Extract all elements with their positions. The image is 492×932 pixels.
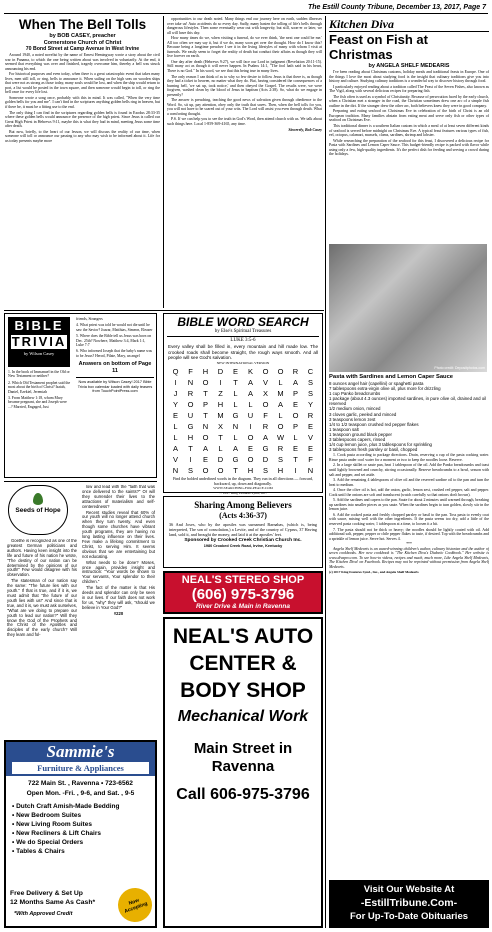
grid-letter: L xyxy=(278,377,283,387)
kitchen-diva-byline: by ANGELA SHELF MEDEARIS xyxy=(368,63,450,69)
grid-letter: S xyxy=(262,465,268,475)
auto-line3: BODY SHOP xyxy=(180,679,306,702)
list-item-label: New Living Room Suites xyxy=(16,821,92,828)
ingredient: 1 teaspoon salt xyxy=(329,426,359,432)
grid-letter: D xyxy=(217,366,224,376)
grid-letter: O xyxy=(247,454,254,464)
grid-letter: I xyxy=(249,421,252,431)
list-item-label: New Recliners & Lift Chairs xyxy=(16,830,101,837)
grid-letter: A xyxy=(247,388,253,398)
trivia-question: 5. Where does the Bible tell us Jesus was born on Dec. 25th? Nowhere, Matthew 3:4, Mark 1:1, Luke 7:7 xyxy=(76,334,152,348)
trivia-questions-left xyxy=(8,370,72,474)
grid-letter: U xyxy=(247,410,254,420)
word-search-instructions: Find the bolded underlined words in the diagram. They run in all directions — forward, backward, up, down and diagonally. xyxy=(172,475,314,486)
grid-letter: O xyxy=(262,366,269,376)
grid-letter: O xyxy=(247,432,254,442)
ingredient: 3 tablespoons capers, rinsed xyxy=(329,437,386,443)
paragraph: Around 1940, a noted novelist by the name of Ernest Hemingway wrote a story about the civil war in Panama, to which the one being written about was involved in voluntarily. At the end, it seemed that everything was over and finished, tragedy overcame him, thereby a bell was struck announcing his end. xyxy=(5,53,160,71)
sharing-title: Sharing Among Believers xyxy=(194,500,292,510)
grid-letter: E xyxy=(307,443,313,453)
seeds-title: Seeds of Hope xyxy=(15,507,61,514)
grid-row xyxy=(168,377,318,388)
grid-letter: M xyxy=(277,388,284,398)
grid-letter: A xyxy=(292,377,298,387)
recipe-step: 2. In a large skillet or saute pan, heat 1 tablespoon of the oil. Add the Panko breadcrumbs and toast until lightly browned and crunchy, stirring occasionally. Reserve breadcrumbs to a bowl, season with salt and pepper, and set aside. xyxy=(329,463,489,477)
recipe-step: 4. Once the olive oil is hot, add the onion, garlic, lemon zest, crushed red pepper, salt and pepper. Cook until the onions are soft and translucent (watch carefully so that onions don't brown). xyxy=(329,488,489,497)
grid-letter: L xyxy=(248,399,253,409)
auto-line2: CENTER & xyxy=(189,652,297,675)
grid-letter: O xyxy=(202,465,209,475)
grid-letter: N xyxy=(307,465,314,475)
list-item xyxy=(12,820,155,829)
grid-letter: S xyxy=(307,377,313,387)
bell-tolls-article xyxy=(5,17,160,309)
bullet-icon: • xyxy=(12,839,17,846)
website-ad xyxy=(329,880,489,928)
auto-line1: NEAL'S AUTO xyxy=(172,625,314,648)
grid-letter: L xyxy=(293,432,298,442)
grid-letter: G xyxy=(187,421,194,431)
ingredient: 1/4 cup lemon juice, plus 3 tablespoons for sprinkling xyxy=(329,442,432,448)
grid-letter: P xyxy=(202,399,208,409)
trivia-logo xyxy=(8,317,70,367)
pasta-photo xyxy=(329,244,487,372)
recipe-step: 3. Add the remaining 4 tablespoons of olive oil and the reserved sardine oil to the pan and turn the heat to medium. xyxy=(329,478,489,487)
grid-letter: X xyxy=(262,388,268,398)
list-item-label: Tables & Chairs xyxy=(16,848,65,855)
grid-letter: R xyxy=(277,443,284,453)
grid-letter: F xyxy=(188,366,193,376)
trivia-promo: Now available by Wilson Casey! 2017 Bible Trivia box calendar loaded with daily teasers from TouchPointPress.com xyxy=(76,377,154,394)
seeds-number: #220 xyxy=(113,610,124,616)
paragraph: While researching the preparation of the seafood for this feast, I discovered a delicious recipe for Pasta with Sardines and Lemon Caper Sauce. This budget-friendly recipe is packed with flavor while using only a few, high-quality ingredients. It's the perfect dish for feeding and serving a crowd during the holidays. xyxy=(329,138,489,157)
grid-letter: A xyxy=(277,399,283,409)
grid-row xyxy=(168,465,318,476)
kitchen-diva-body xyxy=(329,70,489,242)
paragraph: Preparing and eating seafood on Christmas Eve in celebration of the birth of Christ is an old European tradition. Many families abstain from eating meat and serve only fish or other types of seafood on Christmas Eve. xyxy=(329,109,489,123)
trivia-question: friends, Strangers xyxy=(76,317,103,321)
article-body xyxy=(5,53,160,303)
trivia-question: 1. In the book of Immanuel in the Old or New Testament or neither? xyxy=(8,370,70,379)
sammies-badge-text: Now Accepting xyxy=(123,897,149,915)
grid-letter: F xyxy=(263,410,268,420)
article-byline: by BOB CASEY, preacher xyxy=(49,33,116,39)
seeds-col2 xyxy=(82,485,155,725)
grid-letter: A xyxy=(262,432,268,442)
trivia-question: 6. Who informed Joseph that the baby's name was to be Jesus? Herod, Pilate, Mary, an angel xyxy=(76,349,153,358)
list-item xyxy=(12,838,155,847)
grid-letter: E xyxy=(292,399,298,409)
website-url: -EstillTribune.Com- xyxy=(360,897,458,909)
bullet-icon: • xyxy=(12,848,17,855)
grid-letter: D xyxy=(262,454,269,464)
ingredient: 1 teaspoon ground black pepper xyxy=(329,431,392,437)
list-item xyxy=(12,811,155,820)
website-line1: Visit Our Website At xyxy=(363,884,455,895)
grid-letter: V xyxy=(307,432,313,442)
separator: *** xyxy=(406,542,412,547)
grid-letter: A xyxy=(202,443,208,453)
paragraph: For historical purposes and even today, when there is a great catastrophic event that takes many lives, men still toll, or ring, bells to announce it. When sailing on the high seas on wooden ships that were not as strong as those today, many souls would be lost, and when the ship would return to port, a list would be posted in the town square, and then someone would begin to toll, or ring the bell once for every life lost. xyxy=(5,72,160,95)
paragraph: The only thing I can find in the scriptures regarding golden bells is found in Exodus 28:33-35 where these golden bells would announce the presence of the high priest. Since Jesus is called our Great High Priest in Hebrews 9:11, maybe this is what they had in mind, meeting Jesus some time after death. xyxy=(5,110,160,129)
grid-letter: T xyxy=(218,432,223,442)
bell-tolls-continued xyxy=(167,17,322,307)
word-search-verse: Every valley shall be filled in, every mountain and hill made low. The crooked roads shall become straight, the rough ways smooth. And all people will see God's salvation. xyxy=(168,344,318,361)
grid-letter: Q xyxy=(172,366,179,376)
auto-phone: Call 606-975-3796 xyxy=(176,786,310,803)
trivia-question: 3. From Matthew 1:18, whom Mary became pregnant, she and Joseph were ...? Married, Engaged, Just xyxy=(8,396,67,409)
grid-letter: Y xyxy=(172,399,178,409)
grid-letter: L xyxy=(278,410,283,420)
trivia-byline: by Wilson Casey xyxy=(23,351,55,356)
stereo-shop-ad xyxy=(163,571,323,614)
grid-letter: N xyxy=(172,465,179,475)
stereo-shop-name: NEAL'S STEREO SHOP xyxy=(181,574,305,586)
grid-letter: O xyxy=(277,366,284,376)
word-search-title: BIBLE WORD SEARCH xyxy=(177,315,309,329)
grid-letter: S xyxy=(277,454,283,464)
grid-letter: R xyxy=(307,410,314,420)
grid-letter: H xyxy=(277,465,284,475)
grid-letter: I xyxy=(189,454,192,464)
grid-letter: Y xyxy=(307,399,313,409)
grid-letter: O xyxy=(202,432,209,442)
ingredient: 1 package (about 4.3 ounces) imported sardines, in pure olive oil, drained and oil reserved xyxy=(329,396,487,407)
sharing-body: 36 And Joses, who by the apostles was surnamed Barnabas, (which is, being interpreted, The son of consolation,) a Levite, and of the country of Cyprus, 37 Having land, sold it, and brought the money, and laid it at the apostles' feet. xyxy=(169,522,317,537)
seeds-of-hope xyxy=(4,481,157,736)
author-bio: Angela Shelf Medearis is an award-winning children's author, culinary historian and the author of seven cookbooks. Her new cookbook is "The Kitchen Diva's Diabetic Cookbook." Her website is www.divapro.com. To see how-to videos, recipes and much, much more, Like Angela Shelf Medearis, The Kitchen Diva! on Facebook. Recipes may not be reprinted without permission from Angela Shelf Medearis. xyxy=(329,546,489,569)
ingredient: 1 cup Panko breadcrumbs xyxy=(329,391,381,397)
word-search-subtitle: by Else's Spiritual Treasures xyxy=(214,329,272,334)
grid-letter: V xyxy=(262,377,268,387)
bullet-icon: • xyxy=(12,812,17,819)
recipe-step: 1. Cook pasta according to package directions. Drain, reserving a cup of the pasta cooking water. Rinse pasta under cool water for a moment or two to keep the noodles loose. Reserve. xyxy=(329,453,489,462)
grid-letter: N xyxy=(187,377,194,387)
grid-letter: J xyxy=(173,388,178,398)
word-search-credit: WWW.SEARCHING-FOR-PEACE.COM xyxy=(213,486,273,491)
article-church: Cornerstone Church of Christ xyxy=(43,39,122,46)
grid-letter: T xyxy=(203,388,208,398)
grid-letter: N xyxy=(202,421,209,431)
list-item xyxy=(12,829,155,838)
paragraph: low and lead with the "faith that was once delivered to the saints?" Or will they surrender their lives to the attractions of materialism and self-centeredness? xyxy=(82,485,155,509)
sammies-badge xyxy=(113,883,157,927)
grid-letter: P xyxy=(292,388,298,398)
grid-letter: F xyxy=(308,454,313,464)
paragraph: One day after death (Hebrews 9:27), we will face our Lord in judgment (Revelation 20:11-15). Still many act as though it will never happen. In Psalms 14:1, "The fool hath said in his heart, There is no God." In his word, we see that this being true in many lives. xyxy=(167,59,322,74)
grid-letter: E xyxy=(307,421,313,431)
article-address: 70 Bond Street at Camp Avenue in West Irvine xyxy=(25,46,140,52)
kitchen-diva xyxy=(329,17,489,877)
paragraph: Recent studies reveal that 60% of our youth will no longer attend church when they turn twenty. And even though some churches have vibrant youth programs, they are having no long lasting influence on their lives. Few make a lifelong commitment to Christ, to serving Him. It seems obvious that we are entertaining but not educating. xyxy=(82,509,155,559)
seed-icon xyxy=(33,493,43,505)
trivia-answers-label: Answers on bottom of Page 11 xyxy=(78,361,152,374)
grid-letter: T xyxy=(233,465,238,475)
grid-row xyxy=(168,410,318,421)
grid-letter: R xyxy=(262,421,269,431)
ingredient: 3 teaspoons lemon zest xyxy=(329,416,376,422)
grid-letter: T xyxy=(293,454,298,464)
grid-letter: N xyxy=(232,421,239,431)
grid-letter: Z xyxy=(218,388,223,398)
ingredient: 8 ounces angel hair (capellini) or spaghetti pasta xyxy=(329,381,424,386)
paragraph: The statesman of our nation say the same: "The future lies with our youth." If that is true, and if it is, we must admit that "the future of our youth lies with us!" And since that is true, and it is, we must ask ourselves, "What are we doing to prepare our youth to lead our nation?" Will they know the God of the Prophets and the Christ of the Apostles and disciples of the early church? Will they learn and fol- xyxy=(7,578,77,638)
sammies-ad xyxy=(4,740,157,928)
grid-letter: R xyxy=(292,366,299,376)
recipe-step: 7. The pasta should not be thick or heavy; the noodles should be lightly coated with oil. Add additional salt, pepper, pepper or chile pepper flakes to taste, if desired. Top with the breadcrumbs and a sprinkle of lemon juice. Serve hot. Serves 4. xyxy=(329,527,489,541)
grid-letter: E xyxy=(172,410,178,420)
trivia-question: 2. Which Old Testament prophet said the most about the birth of Christ? Isaiah, Daniel, Ezekiel, Jeremiah xyxy=(8,380,71,394)
copyright: (c) 2017 King Features Synd., Inc., and Angela Shelf Medearis xyxy=(329,570,419,575)
sammies-terms: 12 Months Same As Cash* xyxy=(10,899,96,906)
grid-letter: O xyxy=(187,399,194,409)
grid-letter: S xyxy=(307,388,313,398)
word-search xyxy=(163,313,323,493)
grid-letter: G xyxy=(232,454,239,464)
grid-letter: A xyxy=(172,443,178,453)
grid-letter: L xyxy=(233,432,238,442)
grid-letter: S xyxy=(187,465,193,475)
bible-trivia xyxy=(4,313,157,478)
trivia-questions-right xyxy=(76,317,154,475)
grid-letter: A xyxy=(232,443,238,453)
seeds-logo xyxy=(8,485,68,535)
grid-letter: L xyxy=(218,443,223,453)
recipe-ingredients xyxy=(329,381,489,452)
grid-letter: T xyxy=(233,377,238,387)
bullet-icon: • xyxy=(12,830,17,837)
grid-letter: T xyxy=(188,443,193,453)
grid-letter: I xyxy=(174,377,177,387)
paragraph: I particularly enjoyed reading about a tradition called The Feast of the Seven Fishes, also known as The Vigil, along with several delicious recipes for preparing fish. xyxy=(329,84,489,94)
ingredient: 7 tablespoons extra-virgin olive oil, plus more for drizzling xyxy=(329,386,441,392)
stereo-shop-location: River Drive & Main in Ravenna xyxy=(196,603,290,610)
trivia-question: 4. What priest was told he would not die until he saw the Savior? Joazar, Matthias, Simeon, Eleazer xyxy=(76,323,153,332)
grid-row xyxy=(168,366,318,377)
grid-letter: O xyxy=(262,399,269,409)
word-search-grid xyxy=(168,366,318,476)
grid-letter: H xyxy=(187,432,194,442)
grid-letter: O xyxy=(202,377,209,387)
auto-line5: Main Street in Ravenna xyxy=(193,740,293,775)
grid-row xyxy=(168,399,318,410)
sharing-sponsor-address: 1980 Crooked Creek Road, Irvine, Kentucky xyxy=(203,544,283,548)
grid-letter: L xyxy=(233,399,238,409)
word-search-verse-ref: LUKE 3:5-6 xyxy=(167,336,319,344)
grid-letter: O xyxy=(292,410,299,420)
paragraph: The fish often is used as a symbol of Christianity. Because of persecution faced by the early church, when a Christian met a stranger in the road, the Christian sometimes drew one arc of a simple fish outline in the dirt. If the stranger drew the other arc, both believers knew they were in good company. xyxy=(329,94,489,108)
sammies-banner xyxy=(6,742,155,776)
list-item xyxy=(12,802,155,811)
grid-letter: U xyxy=(187,410,194,420)
auto-line4: Mechanical Work xyxy=(177,708,309,725)
grid-letter: L xyxy=(173,432,178,442)
sammies-items xyxy=(12,802,155,856)
auto-center-ad xyxy=(163,617,323,928)
grid-letter: R xyxy=(187,388,194,398)
grid-letter: E xyxy=(292,443,298,453)
sharing-sponsor: Sponsored by Crooked Creek Christian Church Inc. xyxy=(184,538,302,543)
paragraph: The fact of the matter is that His deeds and splendor can only be seen in our lives. If our faith does not work for us, "why" they will ask, "should we believe in Your God?" xyxy=(82,585,155,610)
paragraph: I've been reading about Christmas customs, holiday meals and traditional feasts in Europe. One of the things I love the most about studying food is the insight that culinary traditions give you into history and culture. Studying culinary traditions is a wonderful way to discover history through food. xyxy=(329,70,489,84)
grid-letter: E xyxy=(247,443,253,453)
list-item xyxy=(12,847,155,856)
sammies-hours: Open Mon. -Fri. , 9-6, and Sat. , 9-5 xyxy=(26,790,135,797)
list-item-label: We do Special Orders xyxy=(16,839,84,846)
grid-row xyxy=(168,388,318,399)
sammies-name: Sammie's xyxy=(46,742,115,761)
ingredient: 3 tablespoons fresh parsley or basil, chopped xyxy=(329,447,418,453)
photo-credit: Photo credit: Depositphotos.com xyxy=(434,366,485,370)
grid-letter: O xyxy=(217,465,224,475)
grid-letter: C xyxy=(307,366,314,376)
paragraph: But now, briefly, to the heart of our lesson, we will discuss the reality of our time, when someone will toll or announce our passing to any who may wish to be informed about it. Life for us today presents maybe more xyxy=(5,129,160,143)
signature: Sincerely, Bob Casey xyxy=(288,127,322,132)
grid-letter: O xyxy=(277,421,284,431)
grid-letter: I xyxy=(219,377,222,387)
sharing-ref: (Acts 4:36-37) xyxy=(219,511,267,520)
paragraph: Goethe is recognized as one of the greatest German politicians and authors. Having keen insight into the life and future of his nation he wrote, "The destiny of our nation can be determined by the opinions of our youth!" Few would disagree with his observation. xyxy=(7,539,77,578)
grid-letter: V xyxy=(172,454,178,464)
sammies-delivery: Free Delivery & Set Up xyxy=(10,890,83,897)
bullet-icon: • xyxy=(12,821,17,828)
website-line3: For Up-To-Date Obituaries xyxy=(349,911,469,922)
sammies-tagline: Furniture & Appliances xyxy=(12,762,149,774)
column-divider xyxy=(325,16,326,928)
seeds-col1 xyxy=(7,539,77,735)
paragraph: The answer is preaching, teaching the good news of salvation given through obedience to the Word. So, sit up, pay attention, obey only the truth that saves. Then, when the bell tolls for you, you will not have to be scared out of your wits. The Lord will assist you even through death. What a comforting thought. xyxy=(167,98,322,116)
sammies-address: 722 Main St. , Ravenna • 723-6562 xyxy=(28,780,133,787)
sammies-credit: *With Approved Credit xyxy=(14,911,73,917)
recipe-steps xyxy=(329,453,489,691)
grid-letter: G xyxy=(262,443,269,453)
paragraph: This traditional dinner is a southern Italian custom in which a meal of at least seven different kinds of seafood is served before midnight on Christmas Eve. A typical feast features various types of fish, eel, octopus, calamari, mussels, clams, sardines, shrimp and lobster. xyxy=(329,124,489,138)
grid-letter: H xyxy=(202,366,209,376)
grid-row xyxy=(168,421,318,432)
kitchen-diva-section: Kitchen Diva xyxy=(329,17,489,32)
grid-letter: T xyxy=(203,410,208,420)
ingredient: 3 cloves garlic, peeled and minced xyxy=(329,411,397,417)
paragraph: opportunities to our death noted. Many things end our journey here on earth, sudden illnesses over take us! Auto accidents do so every day. Sadly, many hasten the tolling of life's bells through dangerous lifestyles. Then some eventually wear out with longevity, but still, soon-er or later, we all will have this day. xyxy=(167,17,322,35)
grid-row xyxy=(168,454,318,465)
list-item-label: Dutch Craft Amish-Made Bedding xyxy=(16,803,120,810)
grid-letter: P xyxy=(292,421,298,431)
recipe-title: Pasta with Sardines and Lemon Caper Sauce xyxy=(329,374,454,380)
grid-letter: L xyxy=(173,421,178,431)
section-rule xyxy=(4,310,324,311)
grid-letter: H xyxy=(217,399,224,409)
trivia-title-top: BIBLE xyxy=(14,318,64,333)
article-title: When The Bell Tolls xyxy=(18,17,147,32)
grid-letter: E xyxy=(202,454,208,464)
paragraph: P.S. If we can help you to see the truth in God's Word, then attend church with us. We talk about such things here. Local 1-859-369-4165, any time. xyxy=(167,117,322,127)
grid-letter: X xyxy=(217,421,223,431)
ingredient: 1/4 to 1/2 teaspoon crushed red pepper flakes xyxy=(329,421,419,427)
grid-letter: G xyxy=(232,410,239,420)
grid-letter: D xyxy=(217,454,224,464)
column-divider xyxy=(163,16,164,308)
word-search-version: NEW INTERNATIONAL VERSION xyxy=(216,360,270,365)
grid-letter: W xyxy=(276,432,285,442)
grid-letter: E xyxy=(232,366,238,376)
grid-letter: I xyxy=(294,465,297,475)
page-header: The Estill County Tribune, December 13, 2017, Page 7 xyxy=(4,2,488,14)
bullet-icon: • xyxy=(12,803,17,810)
sharing-among-believers xyxy=(163,496,323,568)
kitchen-diva-title: Feast on Fish at Christmas xyxy=(329,32,428,62)
stereo-shop-phone: (606) 975-3796 xyxy=(191,586,295,603)
grid-letter: L xyxy=(233,388,238,398)
ingredient: 1/2 medium onion, minced xyxy=(329,406,381,412)
grid-letter: H xyxy=(247,465,254,475)
grid-row xyxy=(168,432,318,443)
grid-letter: K xyxy=(247,366,253,376)
recipe-step: 5. Add the sardines and capers to the pan. Saute for about 2 minutes until warmed through, breaking up sardines into smaller pieces as you saute. When the sardines begin to turn golden, slowly stir in the lemon juice. xyxy=(329,498,489,512)
trivia-title-bottom: TRIVIA xyxy=(11,334,67,349)
paragraph: The only reason I can think of as to why so few desire to follow Jesus is that there is, as though they had a ticket to heaven, no matter what they do. But, having considered the consequences of a burning hell, 'we sat up, took notice,' and then obeyed the Gospel. The results were, we were forgiven, washed clean by the blood of Jesus in baptism (Acts 2:38). So, what do we engage in presently? xyxy=(167,74,322,97)
paragraph: Someone wrote a song once, probably with this in mind. It was called, "When the very time golden bells for you and me". I can't find in the scriptures anything golden bells ring in heaven, but if there be, it must be a fitting use to the end. xyxy=(5,95,160,110)
list-item-label: New Bedroom Suites xyxy=(16,812,82,819)
recipe-step: 6. Add the cooked pasta and freshly chopped parsley or basil to the pan. Toss pasta to evenly coat with sauce, mixing well with the other ingredients. If the pasta seems too dry, add a little of the reserved pasta cooking water, 1 tablespoon at a time, to loosen it a bit. xyxy=(329,512,489,526)
grid-row xyxy=(168,443,318,454)
paragraph: What needs to be done? Moses, once again, provides insight and instruction: "Your words be shown to Your servants, Your splendor to their children." xyxy=(82,559,155,585)
paragraph: How many times do we, when visiting a funeral, do we ever think, 'the next one could be me.' All too often we may say it, but if we do, many soon get over the thought. How do I know this? Because being a longtime preacher I see it in the living lifestyles of many with whom I visit at funerals. We easily seem to forget the reality of death but conduct their affairs as though they will live forever on earth. xyxy=(167,36,322,59)
word-search-copyright: © 2017 King Features Synd., Inc. xyxy=(219,490,267,495)
grid-letter: A xyxy=(247,377,253,387)
grid-letter: M xyxy=(217,410,224,420)
